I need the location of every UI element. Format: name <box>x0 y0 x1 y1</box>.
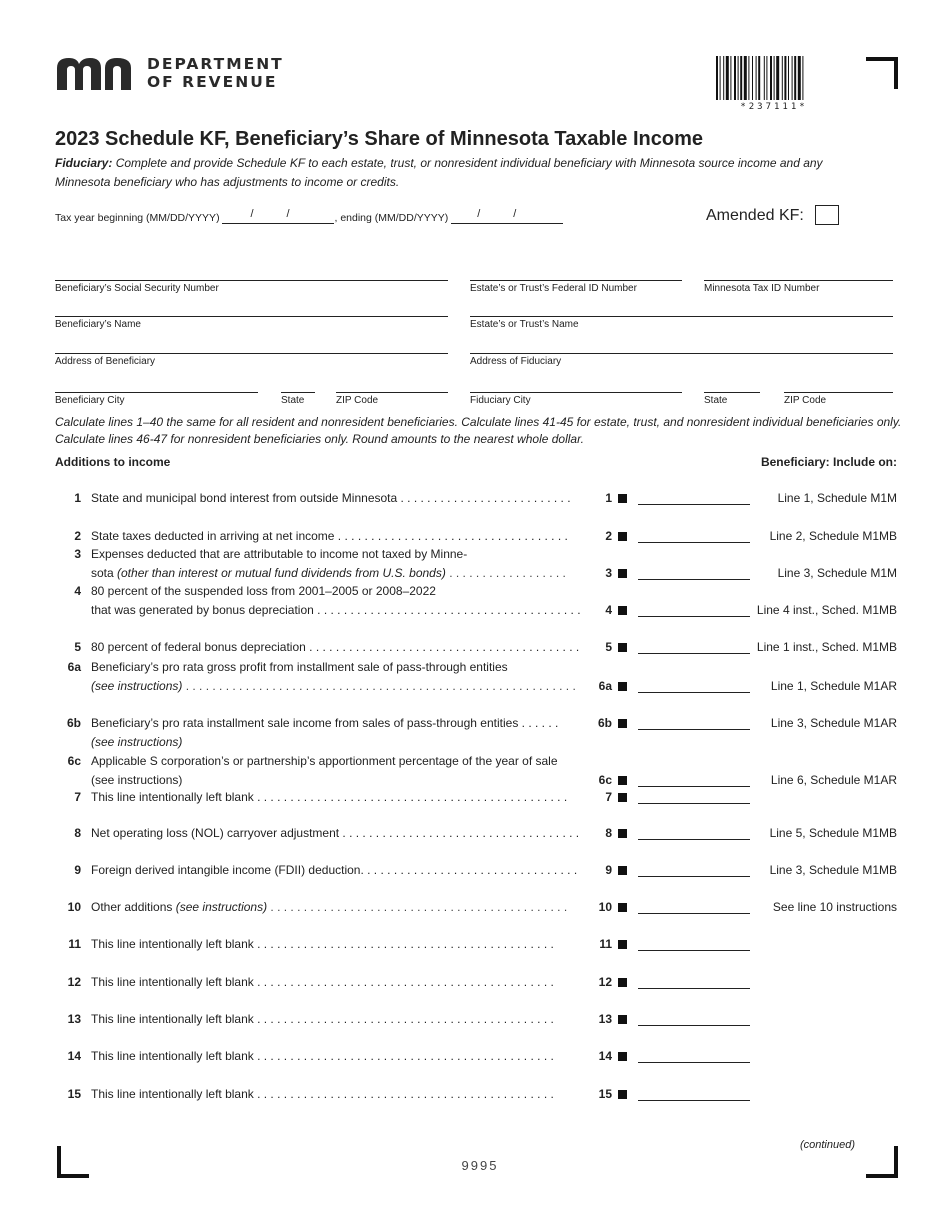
form-subtitle <box>55 154 855 192</box>
beneficiary-address-field[interactable] <box>55 353 448 367</box>
amended-label: Amended KF: <box>706 207 804 224</box>
line-7-amount-input[interactable] <box>638 790 750 804</box>
line-ref-number: 3 <box>605 566 612 580</box>
field-label: Beneficiary City <box>55 395 125 406</box>
dept-line1: DEPARTMENT <box>147 55 284 73</box>
corner-mark-bottom-right <box>866 1146 898 1178</box>
line-10-amount-input[interactable] <box>638 900 750 914</box>
line-description <box>91 547 601 561</box>
line-15-amount-input[interactable] <box>638 1087 750 1101</box>
line-6a-amount-input[interactable] <box>638 679 750 693</box>
line-1-amount-input[interactable] <box>638 491 750 505</box>
line-ref-number: 8 <box>605 826 612 840</box>
line-ref-number: 6c <box>598 773 612 787</box>
amended-checkbox[interactable] <box>815 205 839 225</box>
beneficiary-city-field[interactable] <box>55 392 258 406</box>
line-text: State and municipal bond interest from outside Minnesota . . . . . . . . . . . . . . . . . . . . . . . . . . <box>91 491 571 505</box>
line-number: 1 <box>74 491 81 505</box>
line-number: 5 <box>74 640 81 654</box>
form-number: 9995 <box>461 1158 499 1173</box>
line-ref-number: 14 <box>598 1049 612 1063</box>
line-description <box>91 754 601 768</box>
line-description-cont <box>91 679 601 693</box>
mn-logo-icon <box>55 56 135 92</box>
include-on-header: Beneficiary: Include on: <box>760 455 897 469</box>
line-14-amount-input[interactable] <box>638 1049 750 1063</box>
include-on-reference: Line 5, Schedule M1MB <box>769 826 897 840</box>
line-text-italic: (see instructions) <box>175 900 268 914</box>
line-5-amount-input[interactable] <box>638 640 750 654</box>
line-ref-number: 13 <box>598 1012 612 1026</box>
line-description <box>91 640 601 654</box>
line-description <box>91 900 601 914</box>
square-bullet-icon <box>618 866 627 875</box>
square-bullet-icon <box>618 1015 627 1024</box>
line-3-amount-input[interactable] <box>638 566 750 580</box>
fiduciary-zip-field[interactable] <box>784 392 893 406</box>
line-number: 2 <box>74 529 81 543</box>
department-name <box>147 55 284 91</box>
square-bullet-icon <box>618 940 627 949</box>
include-on-reference: Line 3, Schedule M1M <box>777 566 897 580</box>
barcode-icon <box>716 56 832 102</box>
field-label: Beneficiary’s Social Security Number <box>55 283 219 294</box>
line-number: 13 <box>67 1012 81 1026</box>
square-bullet-icon <box>618 494 627 503</box>
line-description <box>91 1049 601 1063</box>
line-description-cont <box>91 773 601 787</box>
line-number: 3 <box>74 547 81 561</box>
line-8-amount-input[interactable] <box>638 826 750 840</box>
line-description <box>91 491 601 505</box>
line-text: 80 percent of federal bonus depreciation . . . . . . . . . . . . . . . . . . . . . . . . . . . . . . . . . . . . . . . . . <box>91 640 580 654</box>
square-bullet-icon <box>618 978 627 987</box>
line-number: 14 <box>67 1049 81 1063</box>
line-number: 6c <box>67 754 81 768</box>
include-on-reference: Line 3, Schedule M1AR <box>770 716 897 730</box>
line-text-dots: . . . . . . . . . . . . . . . . . . . . . . . . . . . . . . . . . . . . . . . . . . . . . . . . . . . . . . . . . . . <box>182 679 576 693</box>
include-on-reference: Line 4 inst., Sched. M1MB <box>756 603 897 617</box>
line-text: This line intentionally left blank . . . . . . . . . . . . . . . . . . . . . . . . . . . . . . . . . . . . . . . . . . . . . . . <box>91 790 568 804</box>
line-description <box>91 716 601 730</box>
field-label: ZIP Code <box>336 395 379 406</box>
line-ref-number: 6a <box>598 679 612 693</box>
square-bullet-icon <box>618 1052 627 1061</box>
line-description <box>91 529 601 543</box>
dept-line2: OF REVENUE <box>147 73 278 91</box>
line-ref-number: 1 <box>605 491 612 505</box>
line-description <box>91 660 601 674</box>
line-text: Expenses deducted that are attributable to income not taxed by Minne- <box>91 547 468 561</box>
square-bullet-icon <box>618 569 627 578</box>
field-label: Address of Beneficiary <box>55 356 156 367</box>
line-text: 80 percent of the suspended loss from 2001–2005 or 2008–2022 <box>91 584 436 598</box>
section-title: Additions to income <box>55 455 171 469</box>
field-label: Beneficiary’s Name <box>55 319 141 330</box>
estate-name-field[interactable] <box>470 316 893 330</box>
line-ref-number: 6b <box>597 716 612 730</box>
fiduciary-city-field[interactable] <box>470 392 682 406</box>
line-ref-number: 9 <box>605 863 612 877</box>
line-ref-number: 4 <box>605 603 612 617</box>
line-ref-number: 15 <box>598 1087 612 1101</box>
line-description <box>91 826 601 840</box>
square-bullet-icon <box>618 719 627 728</box>
line-text: (see instructions) <box>91 773 183 787</box>
line-number: 11 <box>68 937 81 951</box>
line-text-dots: . . . . . . . . . . . . . . . . . . <box>445 566 566 580</box>
line-text: that was generated by bonus depreciation . . . . . . . . . . . . . . . . . . . . . . . . . . . . . . . . . . . . . . . . <box>91 603 581 617</box>
line-text: This line intentionally left blank . . . . . . . . . . . . . . . . . . . . . . . . . . . . . . . . . . . . . . . . . . . . . <box>91 1087 554 1101</box>
line-description <box>91 790 601 804</box>
line-number: 6a <box>67 660 81 674</box>
tax-year-row <box>55 208 563 224</box>
field-label: State <box>704 395 728 406</box>
line-ref-number: 5 <box>605 640 612 654</box>
subtitle-text: Complete and provide Schedule KF to each estate, trust, or nonresident individual beneficiary with Minnesota source income and any Minnesota beneficiary who has adjustments to income or credits. <box>55 156 823 189</box>
fein-field[interactable] <box>470 280 682 294</box>
field-label: Address of Fiduciary <box>470 356 562 367</box>
field-label: Minnesota Tax ID Number <box>704 283 820 294</box>
include-on-reference: Line 1 inst., Sched. M1MB <box>756 640 897 654</box>
mn-revenue-logo <box>55 56 295 96</box>
line-text: Applicable S corporation’s or partnership’s apportionment percentage of the year of sale <box>91 754 558 768</box>
line-6b-amount-input[interactable] <box>638 716 750 730</box>
line-text: Beneficiary’s pro rata gross profit from installment sale of pass-through entities <box>91 660 508 674</box>
line-ref-number: 7 <box>605 790 612 804</box>
beneficiary-zip-field[interactable] <box>336 392 448 406</box>
include-on-reference: Line 6, Schedule M1AR <box>770 773 897 787</box>
line-description-cont <box>91 735 601 749</box>
line-ref-number: 2 <box>605 529 612 543</box>
line-text: Net operating loss (NOL) carryover adjustment . . . . . . . . . . . . . . . . . . . . . . . . . . . . . . . . . . . . <box>91 826 580 840</box>
square-bullet-icon <box>618 903 627 912</box>
line-description <box>91 975 601 989</box>
line-number: 6b <box>66 716 81 730</box>
line-ref-number: 11 <box>599 937 612 951</box>
line-text: Beneficiary’s pro rata installment sale income from sales of pass-through entities . . . . . . <box>91 716 559 730</box>
line-text: Foreign derived intangible income (FDII) deduction. . . . . . . . . . . . . . . . . . . . . . . . . . . . . . . . . <box>91 863 578 877</box>
square-bullet-icon <box>618 682 627 691</box>
line-description-cont <box>91 603 601 617</box>
line-description <box>91 863 601 877</box>
square-bullet-icon <box>618 793 627 802</box>
corner-mark-bottom-left <box>57 1146 89 1178</box>
beneficiary-ssn-field[interactable] <box>55 280 448 294</box>
include-on-reference: Line 1, Schedule M1M <box>777 491 897 505</box>
barcode-number: *237111* <box>740 102 808 112</box>
subtitle-lead: Fiduciary: <box>55 156 113 170</box>
line-description <box>91 1012 601 1026</box>
line-9-amount-input[interactable] <box>638 863 750 877</box>
square-bullet-icon <box>618 643 627 652</box>
line-text: State taxes deducted in arriving at net income . . . . . . . . . . . . . . . . . . . . . . . . . . . . . . . . . . . <box>91 529 568 543</box>
field-label: Estate’s or Trust’s Name <box>470 319 579 330</box>
line-text: This line intentionally left blank . . . . . . . . . . . . . . . . . . . . . . . . . . . . . . . . . . . . . . . . . . . . . <box>91 1049 554 1063</box>
mn-tax-id-field[interactable] <box>704 280 893 294</box>
include-on-reference: See line 10 instructions <box>772 900 897 914</box>
line-text-dots: . . . . . . . . . . . . . . . . . . . . . . . . . . . . . . . . . . . . . . . . . . . . . <box>267 900 568 914</box>
barcode <box>716 56 832 102</box>
field-label: State <box>281 395 305 406</box>
line-number: 12 <box>67 975 81 989</box>
tax-year-beginning-input[interactable] <box>222 208 334 224</box>
field-label: Estate’s or Trust’s Federal ID Number <box>470 283 637 294</box>
corner-mark-top-right <box>866 57 898 89</box>
include-on-reference: Line 1, Schedule M1AR <box>770 679 897 693</box>
line-ref-number: 10 <box>598 900 612 914</box>
include-on-reference: Line 2, Schedule M1MB <box>769 529 897 543</box>
line-text: This line intentionally left blank . . . . . . . . . . . . . . . . . . . . . . . . . . . . . . . . . . . . . . . . . . . . . <box>91 975 554 989</box>
line-4-amount-input[interactable] <box>638 603 750 617</box>
date-slash: / <box>250 208 254 220</box>
line-text: Other additions <box>91 900 176 914</box>
form-title: 2023 Schedule KF, Beneficiary’s Share of Minnesota Taxable Income <box>55 128 704 150</box>
line-2-amount-input[interactable] <box>638 529 750 543</box>
line-number: 7 <box>74 790 81 804</box>
fiduciary-state-field[interactable] <box>704 392 760 406</box>
continued-note: (continued) <box>799 1139 855 1151</box>
line-number: 8 <box>74 826 81 840</box>
line-description <box>91 584 601 598</box>
line-ref-number: 12 <box>598 975 612 989</box>
fiduciary-address-field[interactable] <box>470 353 893 367</box>
line-11-amount-input[interactable] <box>638 937 750 951</box>
tax-year-ending-label: , ending (MM/DD/YYYY) <box>334 212 449 224</box>
beneficiary-state-field[interactable] <box>281 392 315 406</box>
line-number: 10 <box>67 900 81 914</box>
line-number: 4 <box>74 584 81 598</box>
line-number: 15 <box>67 1087 81 1101</box>
line-text: This line intentionally left blank . . . . . . . . . . . . . . . . . . . . . . . . . . . . . . . . . . . . . . . . . . . . . <box>91 1012 554 1026</box>
include-on-reference: Line 3, Schedule M1MB <box>769 863 897 877</box>
line-description <box>91 1087 601 1101</box>
beneficiary-name-field[interactable] <box>55 316 448 330</box>
field-label: Fiduciary City <box>470 395 531 406</box>
date-slash: / <box>513 208 517 220</box>
line-text-italic: (other than interest or mutual fund dividends from U.S. bonds) <box>117 566 446 580</box>
tax-year-beginning-label: Tax year beginning (MM/DD/YYYY) <box>55 212 220 224</box>
line-12-amount-input[interactable] <box>638 975 750 989</box>
line-6c-amount-input[interactable] <box>638 773 750 787</box>
line-text-italic: (see instructions) <box>91 679 183 693</box>
square-bullet-icon <box>618 776 627 785</box>
date-slash: / <box>477 208 481 220</box>
line-description <box>91 937 601 951</box>
calculation-instructions: Calculate lines 1–40 the same for all resident and nonresident beneficiaries. Calculate lines 41-45 for estate, trust, and nonresident individual beneficiaries only. Calculate lines 46-47 for nonresident beneficiaries only. Round amounts to the nearest whole dollar. <box>55 415 902 446</box>
date-slash: / <box>286 208 290 220</box>
line-text: sota <box>91 566 118 580</box>
tax-year-ending-input[interactable] <box>451 208 563 224</box>
line-text-italic: (see instructions) <box>91 735 183 749</box>
line-text: This line intentionally left blank . . . . . . . . . . . . . . . . . . . . . . . . . . . . . . . . . . . . . . . . . . . . . <box>91 937 554 951</box>
line-description-cont <box>91 566 601 580</box>
square-bullet-icon <box>618 606 627 615</box>
square-bullet-icon <box>618 532 627 541</box>
line-13-amount-input[interactable] <box>638 1012 750 1026</box>
square-bullet-icon <box>618 1090 627 1099</box>
square-bullet-icon <box>618 829 627 838</box>
field-label: ZIP Code <box>784 395 827 406</box>
line-number: 9 <box>74 863 81 877</box>
